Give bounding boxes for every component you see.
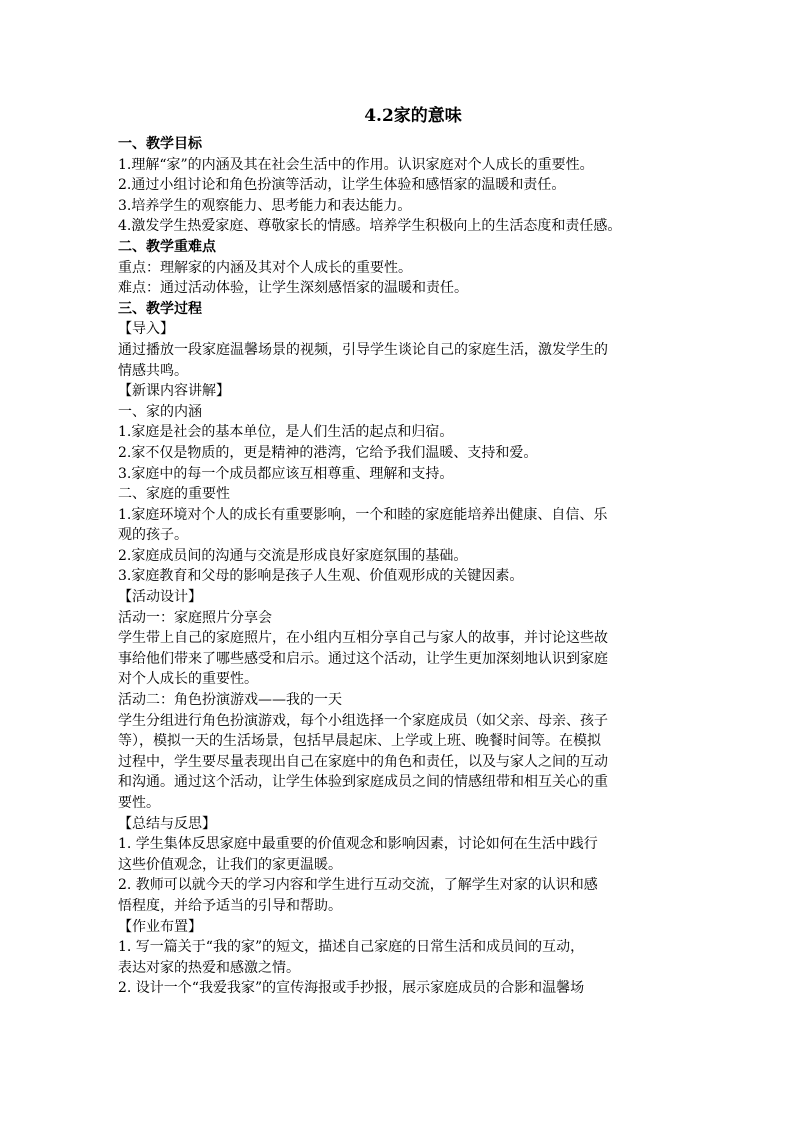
text-line: 学生带上自己的家庭照片，在小组内互相分享自己与家人的故事，并讨论这些故: [118, 630, 608, 647]
section-heading: 一、教学目标: [118, 136, 202, 152]
text-line: 学生分组进行角色扮演游戏，每个小组选择一个家庭成员（如父亲、母亲、孩子: [118, 712, 608, 729]
text-line: 1.家庭环境对个人的成长有重要影响，一个和睦的家庭能培养出健康、自信、乐: [118, 506, 608, 523]
text-line: 2.家不仅是物质的，更是精神的港湾，它给予我们温暖、支持和爱。: [118, 444, 538, 461]
text-line: 2. 设计一个“我爱我家”的宣传海报或手抄报，展示家庭成员的合影和温馨场: [118, 980, 585, 997]
text-line: 【活动设计】: [118, 589, 202, 606]
text-line: 重点：理解家的内涵及其对个人成长的重要性。: [118, 259, 412, 276]
text-line: 【总结与反思】: [118, 815, 216, 832]
text-line: 要性。: [118, 795, 160, 811]
text-line: 3.家庭中的每一个成员都应该互相尊重、理解和支持。: [118, 465, 454, 482]
text-line: 对个人成长的重要性。: [118, 671, 258, 688]
text-line: 4.激发学生热爱家庭、尊敬家长的情感。培养学生积极向上的生活态度和责任感。: [118, 218, 622, 235]
text-line: 1. 写一篇关于“我的家”的短文，描述自己家庭的日常生活和成员间的互动，: [118, 939, 585, 956]
text-line: 过程中，学生要尽量表现出自己在家庭中的角色和责任，以及与家人之间的互动: [118, 753, 608, 770]
document-body: [118, 134, 682, 999]
text-line: 1.理解“家”的内涵及其在社会生活中的作用。认识家庭对个人成长的重要性。: [118, 156, 594, 173]
text-line: 悟程度，并给予适当的引导和帮助。: [118, 897, 342, 914]
text-line: 3.培养学生的观察能力、思考能力和表达能力。: [118, 197, 412, 214]
document-page: [118, 104, 682, 999]
text-line: 【新课内容讲解】: [118, 383, 230, 400]
text-line: 1.家庭是社会的基本单位，是人们生活的起点和归宿。: [118, 424, 454, 441]
text-line: 等），模拟一天的生活场景，包括早晨起床、上学或上班、晚餐时间等。在模拟: [118, 733, 601, 750]
text-line: 【作业布置】: [118, 918, 202, 935]
text-line: 2. 教师可以就今天的学习内容和学生进行互动交流，了解学生对家的认识和感: [118, 877, 598, 894]
text-line: 【导入】: [118, 321, 174, 338]
text-line: 观的孩子。: [118, 527, 188, 544]
section-heading: 三、教学过程: [118, 300, 202, 317]
text-line: 二、家庭的重要性: [118, 486, 230, 503]
text-line: 活动二：角色扮演游戏——我的一天: [118, 692, 342, 709]
text-line: 1. 学生集体反思家庭中最重要的价值观念和影响因素，讨论如何在生活中践行: [118, 836, 598, 853]
text-line: 3.家庭教育和父母的影响是孩子人生观、价值观形成的关键因素。: [118, 568, 524, 585]
text-line: 难点：通过活动体验，让学生深刻感悟家的温暖和责任。: [118, 280, 468, 297]
section-heading: 二、教学重难点: [118, 238, 216, 255]
text-line: 这些价值观念，让我们的家更温暖。: [118, 856, 342, 873]
text-line: 事给他们带来了哪些感受和启示。通过这个活动，让学生更加深刻地认识到家庭: [118, 650, 608, 667]
text-line: 情感共鸣。: [118, 362, 188, 379]
text-line: 2.家庭成员间的沟通与交流是形成良好家庭氛围的基础。: [118, 547, 468, 564]
text-line: 2.通过小组讨论和角色扮演等活动，让学生体验和感悟家的温暖和责任。: [118, 177, 566, 194]
text-line: 活动一：家庭照片分享会: [118, 609, 272, 626]
text-line: 通过播放一段家庭温馨场景的视频，引导学生谈论自己的家庭生活，激发学生的: [118, 341, 608, 358]
text-line: 一、家的内涵: [118, 403, 202, 420]
document-title: 4.2家的意味: [364, 106, 462, 126]
text-line: 和沟通。通过这个活动，让学生体验到家庭成员之间的情感纽带和相互关心的重: [118, 774, 608, 791]
text-line: 表达对家的热爱和感激之情。: [118, 959, 300, 976]
